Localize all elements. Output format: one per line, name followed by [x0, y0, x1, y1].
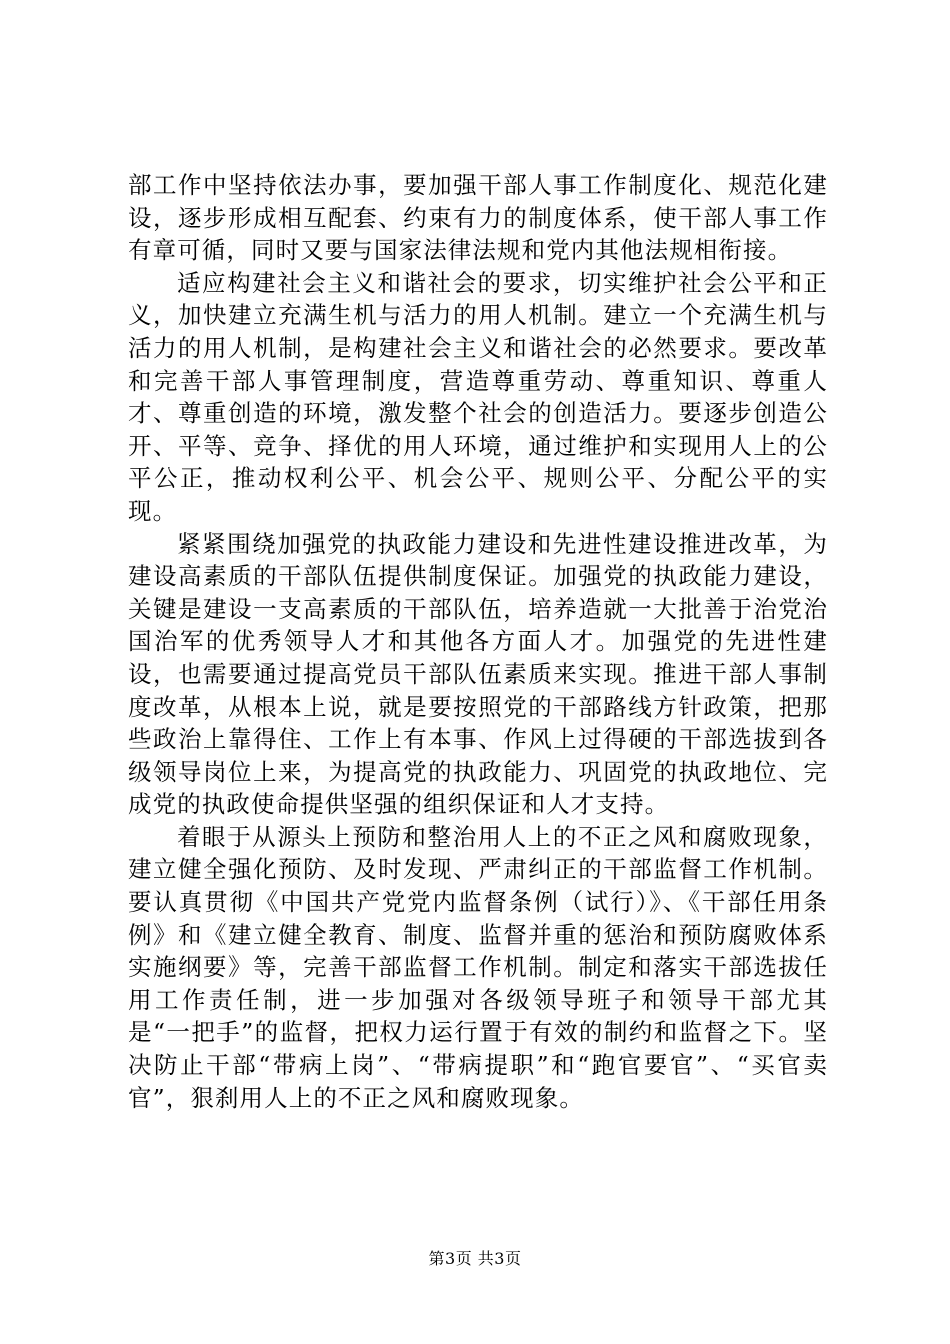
paragraph-4: 着眼于从源头上预防和整治用人上的不正之风和腐败现象，建立健全强化预防、及时发现、严肃纠正的干部监督工作机制。要认真贯彻《中国共产党党内监督条例（试行）》、《干部任用条例》和《建立健全教育、制度、监督并重的惩治和预防腐败体系实施纲要》等，完善干部监督工作机制。制定和落实干部选拔任用工作责任制，进一步加强对各级领导班子和领导干部尤其是“一把手”的监督，把权力运行置于有效的制约和监督之下。坚决防止干部“带病上岗”、“带病提职”和“跑官要官”、“买官卖官”，狠刹用人上的不正之风和腐败现象。 [128, 822, 828, 1112]
page-footer [0, 1249, 950, 1269]
paragraph-2: 适应构建社会主义和谐社会的要求，切实维护社会公平和正义，加快建立充满生机与活力的用人机制。建立一个充满生机与活力的用人机制，是构建社会主义和谐社会的必然要求。要改革和完善干部人事管理制度，营造尊重劳动、尊重知识、尊重人才、尊重创造的环境，激发整个社会的创造活力。要逐步创造公开、平等、竞争、择优的用人环境，通过维护和实现用人上的公平公正，推动权利公平、机会公平、规则公平、分配公平的实现。 [128, 268, 828, 525]
document-body [128, 169, 828, 1114]
page-number-label: 第3页 共3页 [428, 1249, 522, 1268]
paragraph-1: 部工作中坚持依法办事，要加强干部人事工作制度化、规范化建设，逐步形成相互配套、约束有力的制度体系，使干部人事工作有章可循，同时又要与国家法律法规和党内其他法规相衔接。 [128, 171, 828, 265]
paragraph-3: 紧紧围绕加强党的执政能力建设和先进性建设推进改革，为建设高素质的干部队伍提供制度保证。加强党的执政能力建设，关键是建设一支高素质的干部队伍，培养造就一大批善于治党治国治军的优秀领导人才和其他各方面人才。加强党的先进性建设，也需要通过提高党员干部队伍素质来实现。推进干部人事制度改革，从根本上说，就是要按照党的干部路线方针政策，把那些政治上靠得住、工作上有本事、作风上过得硬的干部选拔到各级领导岗位上来，为提高党的执政能力、巩固党的执政地位、完成党的执政使命提供坚强的组织保证和人才支持。 [128, 529, 828, 819]
